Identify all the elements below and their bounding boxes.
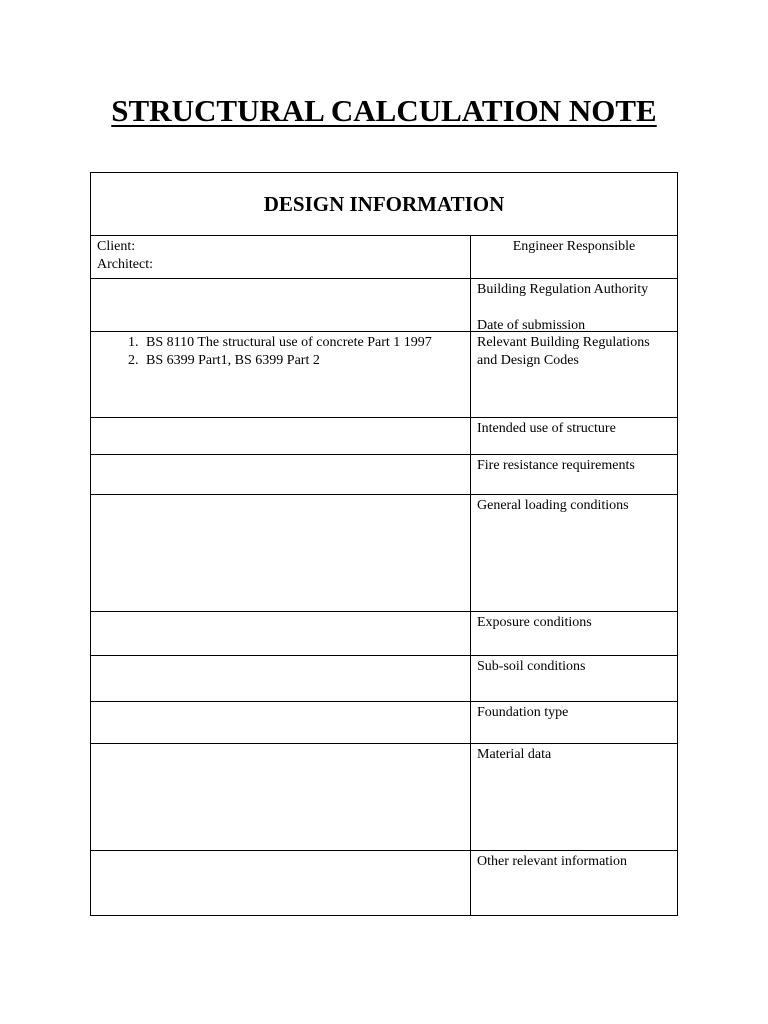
design-code-item: 2. BS 6399 Part1, BS 6399 Part 2 bbox=[142, 352, 464, 370]
material-data-label: Material data bbox=[477, 747, 552, 762]
fire-resistance-cell[interactable] bbox=[470, 455, 677, 494]
date-of-submission-label: Date of submission bbox=[477, 318, 586, 333]
design-information-table bbox=[90, 172, 678, 916]
intended-use-value-cell[interactable] bbox=[91, 418, 470, 454]
building-regulation-authority-label: Building Regulation Authority bbox=[477, 282, 649, 297]
material-value-cell[interactable] bbox=[91, 744, 470, 850]
authority-cell[interactable] bbox=[470, 279, 677, 331]
architect-label: Architect: bbox=[97, 257, 153, 272]
page-title: STRUCTURAL CALCULATION NOTE bbox=[111, 93, 657, 128]
foundation-cell[interactable] bbox=[470, 702, 677, 743]
other-cell[interactable] bbox=[470, 851, 677, 915]
client-architect-cell[interactable] bbox=[91, 236, 470, 278]
exposure-conditions-label: Exposure conditions bbox=[477, 615, 592, 630]
design-codes-label-line2: and Design Codes bbox=[477, 353, 579, 368]
row-foundation bbox=[91, 702, 677, 744]
other-value-cell[interactable] bbox=[91, 851, 470, 915]
authority-value-cell[interactable] bbox=[91, 279, 470, 331]
exposure-value-cell[interactable] bbox=[91, 612, 470, 655]
design-codes-list-cell[interactable] bbox=[91, 332, 470, 417]
row-sub-soil bbox=[91, 656, 677, 702]
row-other bbox=[91, 851, 677, 915]
intended-use-label: Intended use of structure bbox=[477, 421, 616, 436]
exposure-cell[interactable] bbox=[470, 612, 677, 655]
row-intended-use bbox=[91, 418, 677, 455]
loading-conditions-label: General loading conditions bbox=[477, 498, 629, 513]
fire-resistance-value-cell[interactable] bbox=[91, 455, 470, 494]
sub-soil-value-cell[interactable] bbox=[91, 656, 470, 701]
loading-cell[interactable] bbox=[470, 495, 677, 611]
row-authority bbox=[91, 279, 677, 332]
fire-resistance-label: Fire resistance requirements bbox=[477, 458, 635, 473]
row-material bbox=[91, 744, 677, 851]
foundation-type-label: Foundation type bbox=[477, 705, 569, 720]
design-codes-label-line1: Relevant Building Regulations bbox=[477, 335, 650, 350]
sub-soil-cell[interactable] bbox=[470, 656, 677, 701]
foundation-value-cell[interactable] bbox=[91, 702, 470, 743]
design-code-item: 1. BS 8110 The structural use of concrete Part 1 1997 bbox=[142, 334, 464, 352]
engineer-responsible-cell[interactable] bbox=[470, 236, 677, 278]
material-cell[interactable] bbox=[470, 744, 677, 850]
sub-soil-conditions-label: Sub-soil conditions bbox=[477, 659, 586, 674]
row-exposure bbox=[91, 612, 677, 656]
design-codes-cell[interactable] bbox=[470, 332, 677, 417]
section-header: DESIGN INFORMATION bbox=[91, 173, 677, 236]
design-codes-list bbox=[97, 334, 464, 370]
intended-use-cell[interactable] bbox=[470, 418, 677, 454]
row-loading bbox=[91, 495, 677, 612]
loading-value-cell[interactable] bbox=[91, 495, 470, 611]
row-fire-resistance bbox=[91, 455, 677, 495]
row-design-codes bbox=[91, 332, 677, 418]
client-label: Client: bbox=[97, 239, 136, 254]
engineer-responsible-label: Engineer Responsible bbox=[512, 239, 636, 254]
other-information-label: Other relevant information bbox=[477, 854, 628, 869]
row-client-architect bbox=[91, 236, 677, 279]
